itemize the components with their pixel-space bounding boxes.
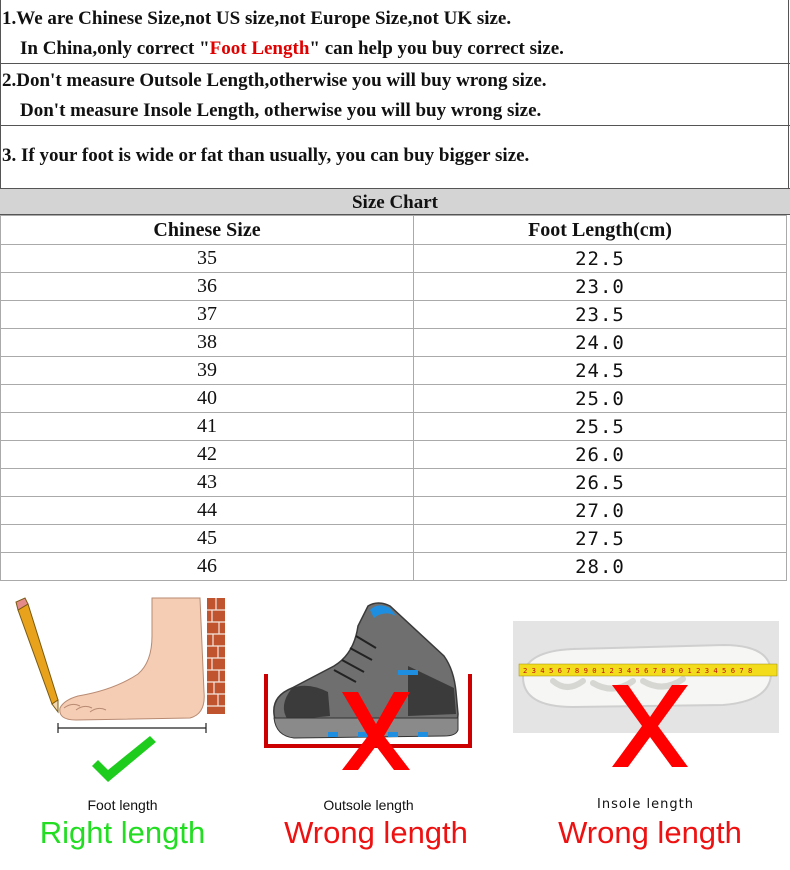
note-1-line-1: 1.We are Chinese Size,not US size,not Europe Size,not UK size. xyxy=(2,8,512,29)
note-3-line-1: 3. If your foot is wide or fat than usually, you can buy bigger size. xyxy=(2,145,530,166)
foot-length-cell: 27.0 xyxy=(414,497,787,525)
table-row xyxy=(1,329,787,357)
chinese-size-cell: 40 xyxy=(1,385,414,413)
foot-length-cell: 28.0 xyxy=(414,553,787,581)
insole-wrong-length-label: Wrong length xyxy=(558,815,742,850)
chinese-size-cell: 44 xyxy=(1,497,414,525)
foot-length-cell: 23.0 xyxy=(414,273,787,301)
note-1-line-2-pre: In China,only correct " xyxy=(20,38,210,59)
border-right xyxy=(788,0,789,188)
chinese-size-cell: 35 xyxy=(1,245,414,273)
note-2-line-1: 2.Don't measure Outsole Length,otherwise you will buy wrong size. xyxy=(2,70,547,91)
foot-length-cell: 25.0 xyxy=(414,385,787,413)
note-3 xyxy=(2,141,786,171)
table-row xyxy=(1,441,787,469)
tape-measure-digits: 2 3 4 5 6 7 8 9 0 1 2 3 4 5 6 7 8 9 0 1 2 3 4 5 6 7 8 xyxy=(523,666,753,675)
chinese-size-cell: 41 xyxy=(1,413,414,441)
foot-length-cell: 24.5 xyxy=(414,357,787,385)
chinese-size-cell: 45 xyxy=(1,525,414,553)
note-1-line-2 xyxy=(2,34,786,64)
foot-measure-illustration xyxy=(14,596,234,796)
check-icon xyxy=(92,736,156,782)
foot-length-cell: 24.0 xyxy=(414,329,787,357)
table-row xyxy=(1,385,787,413)
note-2-line-2: Don't measure Insole Length, otherwise you will buy wrong size. xyxy=(20,100,542,121)
outsole-measure-illustration xyxy=(258,596,480,772)
outsole-wrong-length-label: Wrong length xyxy=(284,815,468,850)
size-chart-rows xyxy=(1,245,787,581)
note-1 xyxy=(2,4,786,64)
outsole-length-label: Outsole length xyxy=(323,797,414,813)
foot-length-highlight: Foot Length xyxy=(209,38,310,59)
foot-length-cell: 27.5 xyxy=(414,525,787,553)
foot-shape xyxy=(60,598,204,720)
insole-length-label: Insole length xyxy=(597,797,694,812)
table-row xyxy=(1,413,787,441)
chinese-size-cell: 37 xyxy=(1,301,414,329)
foot-length-cell: 25.5 xyxy=(414,413,787,441)
chinese-size-cell: 46 xyxy=(1,553,414,581)
column-header-foot-length: Foot Length(cm) xyxy=(414,216,787,245)
table-row xyxy=(1,497,787,525)
foot-length-cell: 23.5 xyxy=(414,301,787,329)
outsole-graphic xyxy=(258,596,480,772)
chinese-size-cell: 39 xyxy=(1,357,414,385)
foot-length-label: Foot length xyxy=(87,797,158,813)
divider xyxy=(0,63,790,64)
right-length-label: Right length xyxy=(39,815,206,850)
foot-length-cell: 26.5 xyxy=(414,469,787,497)
foot-measure-graphic xyxy=(14,596,234,796)
chinese-size-cell: 36 xyxy=(1,273,414,301)
foot-length-cell: 26.0 xyxy=(414,441,787,469)
note-2 xyxy=(2,66,786,126)
pencil-icon xyxy=(16,598,58,712)
chinese-size-cell: 42 xyxy=(1,441,414,469)
note-1-line-2-post: " can help you buy correct size. xyxy=(309,38,564,59)
table-row xyxy=(1,553,787,581)
chinese-size-cell: 43 xyxy=(1,469,414,497)
table-row xyxy=(1,245,787,273)
x-icon xyxy=(612,685,688,767)
chinese-size-cell: 38 xyxy=(1,329,414,357)
size-chart-table xyxy=(0,215,787,581)
size-chart-title: Size Chart xyxy=(0,188,790,215)
divider xyxy=(0,125,790,126)
brick-wall xyxy=(207,598,225,714)
table-header-row xyxy=(1,216,787,245)
table-row xyxy=(1,301,787,329)
column-header-chinese-size: Chinese Size xyxy=(1,216,414,245)
table-row xyxy=(1,469,787,497)
table-row xyxy=(1,273,787,301)
foot-length-cell: 22.5 xyxy=(414,245,787,273)
table-row xyxy=(1,357,787,385)
insole-x-mark xyxy=(612,685,688,767)
table-row xyxy=(1,525,787,553)
border-left xyxy=(0,0,1,188)
